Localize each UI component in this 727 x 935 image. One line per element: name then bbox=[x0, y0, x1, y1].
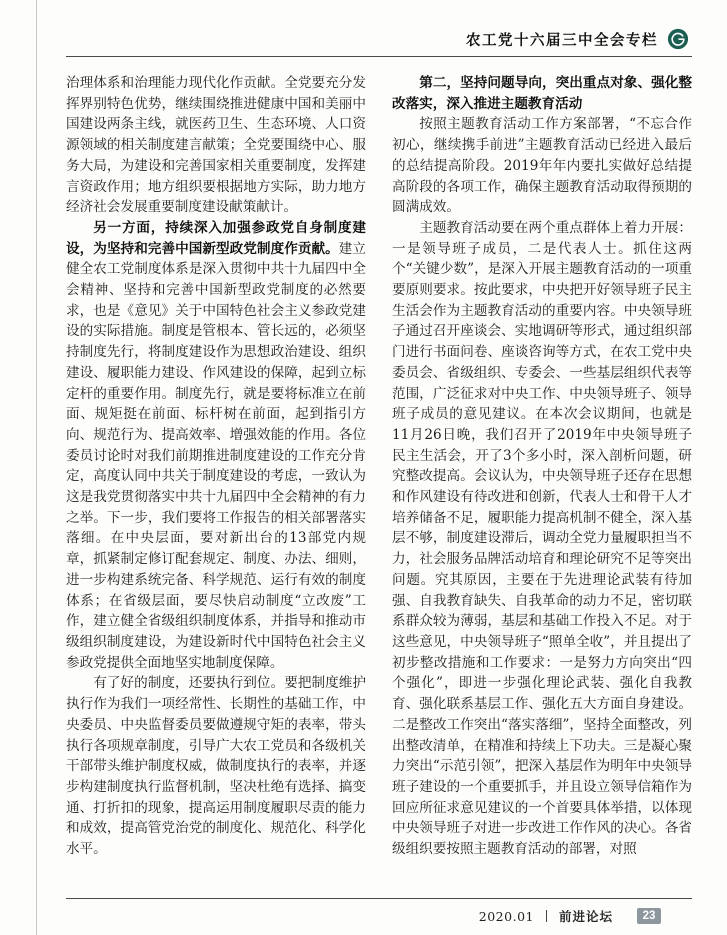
paragraph: 有了好的制度，还要执行到位。要把制度维护执行作为我们一项经常性、长期性的基础工作，中央委员、中央监督委员要做遵规守矩的表率，带头执行各项规章制度，引导广大农工党员和各级机关干部带头维护制度权威，做制度执行的表率，并逐步构建制度执行监督机制，坚决杜绝有选择、搞变通、打折扣的现象，提高运用制度履职尽责的能力和成效，提高管党治党的制度化、规范化、科学化水平。 bbox=[66, 675, 366, 858]
page-number-badge: 23 bbox=[637, 908, 661, 924]
column-title: 农工党十六届三中全会专栏 bbox=[466, 32, 658, 49]
journal-name: 前进论坛 bbox=[558, 910, 613, 924]
paragraph: 治理体系和治理能力现代化作贡献。全党要充分发挥界别特色优势，继续围绕推进健康中国和美丽中国建设两条主线，就医药卫生、生态环境、人口资源领域的相关制度建言献策；全党要围绕中心、服务大局，为建设和完善国家相关重要制度，发挥建言资政作用；地方组织要根据地方实际，助力地方经济社会发展重要制度建设献策献计。 bbox=[66, 75, 366, 216]
paragraph: 按照主题教育活动工作方案部署，“不忘合作初心，继续携手前进”主题教育活动已经进入最后的总结提高阶段。2019年年内要扎实做好总结提高阶段的各项工作，确保主题教育活动取得预期的圆满成效。 bbox=[392, 116, 692, 216]
page-header bbox=[466, 28, 689, 50]
page-footer bbox=[479, 907, 661, 925]
footer-divider bbox=[66, 898, 692, 899]
footer-separator-bar bbox=[546, 910, 547, 922]
header-divider bbox=[66, 56, 692, 57]
article-body bbox=[66, 73, 692, 885]
paragraph: 主题教育活动要在两个重点群体上着力开展：一是领导班子成员，二是代表人士。抓住这两个“关键少数”，是深入开展主题教育活动的一项重要原则要求。按此要求，中央把开好领导班子民主生活会作为主题教育活动的重要内容。中央领导班子通过召开座谈会、实地调研等形式，通过组织部门进行书面问卷、座谈咨询等方式，在农工党中央委员会、省级组织、专委会、一些基层组织代表等范围，广泛征求对中央工作、中央领导班子、领导班子成员的意见建议。在本次会议期间，也就是11月26日晚，我们召开了2019年中央领导班子民主生活会，开了3个多小时，深入剖析问题，研究整改提高。会议认为，中央领导班子还存在思想和作风建设有待改进和创新，代表人士和骨干人才培养储备不足，履职能力提高机制不健全，深入基层不够，制度建设滞后，调动全党力量履职担当不力，社会服务品牌活动培育和理论研究不足等突出问题。究其原因，主要在于先进理论武装有待加强、自我教育缺失、自我革命的动力不足，密切联系群众较为薄弱，基层和基础工作投入不足。对于这些意见，中央领导班子“照单全收”，并且提出了初步整改措施和工作要求：一是努力方向突出“四个强化”，即进一步强化理论武装、强化自我教育、强化联系基层工作、强化五大方面自身建设。二是整改工作突出“落实落细”，坚持全面整改，列出整改清单，在精准和持续上下功夫。三是凝心聚力突出“示范引领”，把深入基层作为明年中央领导班子建设的一个重要抓手，并且设立领导信箱作为回应所征求意见建议的一个首要具体举措，以体现中央领导班子对进一步改进工作作风的决心。各省级组织要按照主题教育活动的部署，对照 bbox=[392, 219, 692, 858]
paragraph-text: 建立健全农工党制度体系是深入贯彻中共十九届四中全会精神、坚持和完善中国新型政党制度的必然要求，也是《意见》关于中国特色社会主义参政党建设的实际措施。制度是管根本、管长远的，必须坚持制度先行，将制度建设作为思想政治建设、组织建设、履职能力建设、作风建设的保障，起到立标定杆的重要作用。制度先行，就是要将标准立在前面、规矩挺在前面、标杆树在前面，起到指引方向、规范行为、提高效率、增强效能的作用。各位委员讨论时对我们前期推进制度建设的工作充分肯定，高度认同中共关于制度建设的考虑，一致认为这是我党贯彻落实中共十九届四中全会精神的有力之举。下一步，我们要将工作报告的相关部署落实落细。在中央层面，要对新出台的13部党内规章，抓紧制定修订配套规定、制度、办法、细则，进一步构建系统完备、科学规范、运行有效的制度体系；在省级层面，要尽快启动制度“立改废”工作，建立健全省级组织制度体系，并指导和推动市级组织制度建设，为建设新时代中国特色社会主义参政党提供全面地坚实地制度保障。 bbox=[66, 240, 366, 671]
paragraph-bold-lead: 另一方面，持续深入加强参政党自身制度建设，为坚持和完善中国新型政党制度作贡献。 bbox=[66, 219, 366, 256]
left-column bbox=[66, 73, 366, 885]
issue-date: 2020.01 bbox=[478, 908, 534, 924]
paragraph bbox=[66, 218, 366, 673]
section-heading: 第二，坚持问题导向，突出重点对象、强化整改落实，深入推进主题教育活动 bbox=[392, 75, 692, 111]
party-emblem-icon bbox=[667, 28, 689, 50]
right-column bbox=[392, 73, 692, 885]
spine-divider-line bbox=[36, 0, 37, 935]
